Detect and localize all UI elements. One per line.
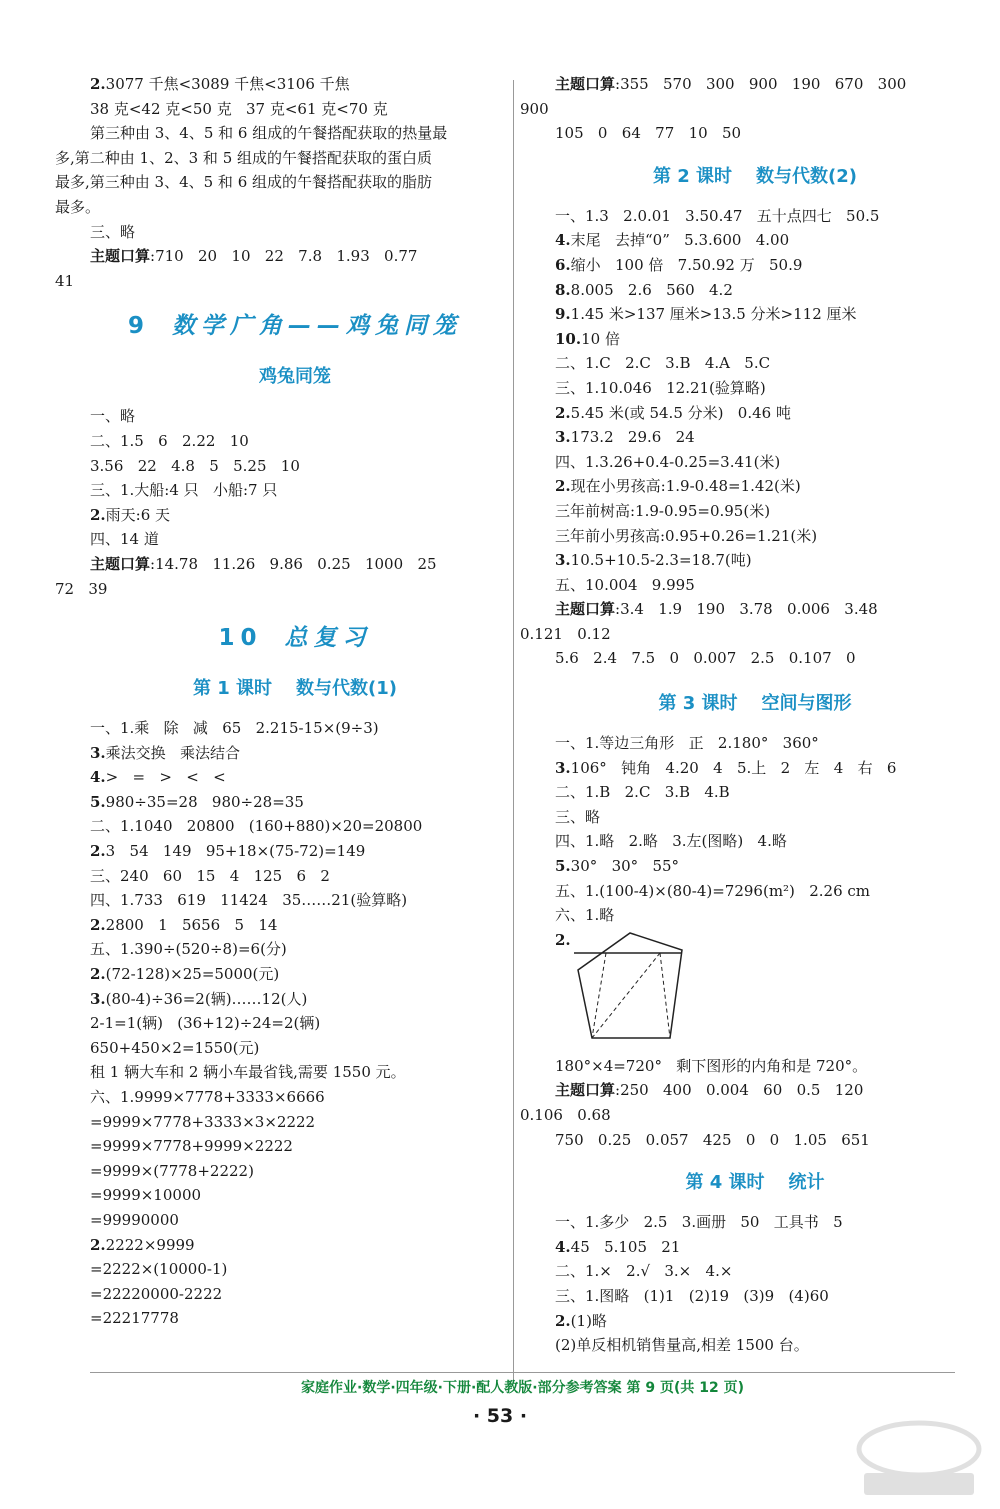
answer-text: 72 39	[55, 579, 108, 598]
lesson-title: 统计	[788, 1172, 825, 1194]
answer-text: :355 570 300 900 190 670 300	[615, 75, 907, 93]
answer-text: 四、14 道	[90, 530, 159, 549]
answer-marker: 主题口算	[90, 247, 151, 266]
answer-text: 180°×4=720° 剩下图形的内角和是 720°。	[555, 1056, 868, 1075]
answer-text: =9999×10000	[90, 1186, 202, 1205]
answer-line	[90, 888, 500, 913]
answer-text: =2222×(10000-1)	[90, 1260, 228, 1279]
answer-text: 六、1.略	[555, 906, 615, 925]
answer-marker: 主题口算	[555, 600, 616, 619]
lesson-2-answers	[520, 204, 955, 671]
right-column	[520, 72, 955, 1358]
answer-text: =9999×7778+9999×2222	[90, 1137, 293, 1156]
answer-text: 173.2 29.6 24	[570, 428, 695, 447]
answer-line	[90, 1233, 500, 1258]
column-divider	[513, 80, 514, 1380]
answer-text: 5.45 米(或 54.5 分米) 0.46 吨	[570, 403, 791, 422]
answer-line	[90, 454, 500, 479]
answer-line	[90, 503, 500, 528]
answer-text: 650+450×2=1550(元)	[90, 1038, 260, 1057]
answer-line	[555, 1259, 955, 1284]
answer-line	[90, 429, 500, 454]
answer-line	[90, 72, 500, 97]
section-heading-lesson-3	[555, 689, 955, 715]
lesson-title: 空间与图形	[761, 693, 852, 715]
answer-line	[90, 814, 500, 839]
answer-line	[555, 302, 955, 327]
answer-line	[555, 646, 955, 671]
footer-bar: 家庭作业·数学·四年级·下册·配人教版·部分参考答案 第 9 页(共 12 页)	[90, 1372, 955, 1403]
answer-marker: 3.	[555, 551, 571, 570]
answer-line	[555, 805, 955, 830]
chapter-9-heading	[90, 307, 500, 340]
answer-text: 10.5+10.5-2.3=18.7(吨)	[570, 551, 752, 570]
answer-line	[555, 327, 955, 352]
answer-marker: 8.	[555, 280, 571, 299]
answer-line	[555, 903, 955, 928]
chapter-number: 10	[218, 625, 263, 652]
answer-line	[555, 1054, 955, 1079]
answer-line	[90, 1183, 500, 1208]
answer-line	[90, 552, 500, 577]
lesson-3-answers-b	[520, 1054, 955, 1152]
answer-marker: 9.	[555, 305, 571, 324]
answer-text: 0.121 0.12	[520, 624, 611, 643]
lesson-1-answers	[90, 716, 500, 1331]
answer-text: 三、1.图略 (1)1 (2)19 (3)9 (4)60	[555, 1286, 829, 1305]
answer-text: 1.45 米>137 厘米>13.5 分米>112 厘米	[570, 305, 857, 324]
answer-text: :3.4 1.9 190 3.78 0.006 3.48	[615, 600, 878, 619]
answer-text: 二、1.1040 20800 (160+880)×20=20800	[90, 817, 423, 836]
answer-text: 缩小 100 倍 7.50.92 万 50.9	[570, 255, 803, 274]
answer-text: =22217778	[90, 1309, 179, 1328]
answer-line	[555, 351, 955, 376]
answer-marker: 6.	[555, 255, 571, 274]
lesson-title: 数与代数(2)	[756, 165, 858, 187]
chapter-9-answers	[55, 404, 500, 601]
answer-text: 三、240 60 15 4 125 6 2	[90, 866, 330, 885]
answer-marker: 2.	[555, 477, 571, 496]
answer-line	[90, 913, 500, 938]
answer-text: > = > < <	[105, 768, 226, 787]
answer-text: =9999×7778+3333×3×2222	[90, 1112, 316, 1131]
answer-line	[90, 1257, 500, 1282]
answer-text: :14.78 11.26 9.86 0.25 1000 25	[150, 554, 437, 573]
answer-text: 2222×9999	[105, 1235, 195, 1254]
answer-text: 五、10.004 9.995	[555, 575, 695, 594]
answer-line	[55, 577, 500, 602]
answer-line	[90, 1011, 500, 1036]
answer-line	[90, 1085, 500, 1110]
lesson-4-answers	[555, 1210, 955, 1358]
answer-line	[555, 278, 955, 303]
lesson-number: 第 4 课时	[685, 1172, 765, 1194]
answer-text: 五、1.(100-4)×(80-4)=7296(m²) 2.26 cm	[555, 881, 871, 900]
answer-text: 750 0.25 0.057 425 0 0 1.05 651	[555, 1130, 870, 1149]
answer-text: 3.56 22 4.8 5 5.25 10	[90, 456, 300, 475]
answer-line	[555, 72, 955, 97]
answer-text: 二、1.5 6 2.22 10	[90, 431, 249, 450]
answer-marker: 2.	[555, 403, 571, 422]
answer-marker: 3.	[555, 758, 571, 777]
answer-text: 2800 1 5656 5 14	[105, 915, 278, 934]
answer-line	[90, 765, 500, 790]
answer-line	[520, 97, 955, 122]
watermark-logo	[844, 1415, 994, 1501]
answer-line	[90, 1134, 500, 1159]
answer-text: 四、1.略 2.略 3.左(图略) 4.略	[555, 832, 787, 851]
answer-text: 乘法交换 乘法结合	[105, 743, 240, 762]
answer-text: =9999×(7778+2222)	[90, 1161, 254, 1180]
answer-line	[520, 1103, 955, 1128]
answer-line	[555, 879, 955, 904]
left-column	[55, 72, 500, 1331]
answer-marker: 2.	[90, 965, 106, 984]
answer-text: 8.005 2.6 560 4.2	[570, 280, 733, 299]
answer-text: 0.106 0.68	[520, 1106, 611, 1124]
answer-text: 二、1.C 2.C 3.B 4.A 5.C	[555, 354, 771, 373]
answer-text: 一、略	[90, 407, 136, 426]
answer-line	[555, 450, 955, 475]
answer-marker: 4.	[90, 768, 106, 787]
answer-marker: 10.	[555, 329, 582, 348]
right-top-answers	[520, 72, 955, 146]
chapter-title: 数学广角——鸡兔同笼	[172, 313, 462, 340]
answer-marker: 5.	[90, 792, 106, 811]
answer-text: 最多。	[55, 197, 101, 216]
answer-line	[90, 937, 500, 962]
answer-text: 现在小男孩高:1.9-0.48=1.42(米)	[570, 477, 801, 496]
section-heading-lesson-2	[555, 162, 955, 188]
answer-text: (72-128)×25=5000(元)	[105, 965, 280, 984]
answer-text: 三年前树高:1.9-0.95=0.95(米)	[555, 501, 771, 520]
answer-text: 五、1.390÷(520÷8)=6(分)	[90, 940, 287, 959]
answer-text: 二、1.× 2.√ 3.× 4.×	[555, 1262, 733, 1281]
answer-text: 10 倍	[581, 329, 620, 348]
answer-line	[555, 474, 955, 499]
answer-line	[90, 220, 500, 245]
left-top-answers	[55, 72, 500, 293]
pentagon-figure-block	[555, 928, 955, 1054]
answer-text: 3 54 149 95+18×(75-72)=149	[105, 842, 366, 861]
answer-line	[555, 499, 955, 524]
answer-line	[555, 1235, 955, 1260]
answer-text: 最多,第三种由 3、4、5 和 6 组成的午餐搭配获取的脂肪	[55, 173, 433, 192]
answer-marker: 2.	[90, 505, 106, 524]
answer-line	[555, 1210, 955, 1235]
answer-line	[520, 622, 955, 647]
answer-text: 45 5.105 21	[570, 1237, 681, 1256]
answer-text: 41	[55, 271, 75, 290]
answer-line	[555, 854, 955, 879]
answer-text: 2-1=1(辆) (36+12)÷24=2(辆)	[90, 1014, 321, 1033]
answer-text: 900	[520, 99, 549, 118]
answer-line	[90, 1208, 500, 1233]
answer-line	[555, 780, 955, 805]
answer-line	[555, 524, 955, 549]
chapter-number: 9	[127, 313, 150, 340]
answer-text: 105 0 64 77 10 50	[555, 124, 742, 143]
answer-text: 末尾 去掉“0” 5.3.600 4.00	[570, 231, 790, 250]
answer-text: 980÷35=28 980÷28=35	[105, 792, 304, 811]
answer-line	[555, 1309, 955, 1334]
answer-line	[55, 195, 500, 220]
answer-text: 一、1.乘 除 减 65 2.215-15×(9÷3)	[90, 719, 379, 738]
answer-marker: 2.	[555, 1311, 571, 1330]
section-heading-lesson-4	[555, 1168, 955, 1194]
section-heading-lesson-1	[90, 674, 500, 700]
answer-text: =22220000-2222	[90, 1284, 223, 1303]
answer-text: 5.6 2.4 7.5 0 0.007 2.5 0.107 0	[555, 649, 856, 668]
answer-text: (80-4)÷36=2(辆)……12(人)	[105, 989, 308, 1008]
answer-marker: 3.	[90, 743, 106, 762]
answer-line	[90, 987, 500, 1012]
page-number: · 53 ·	[472, 1405, 528, 1427]
lesson-3-answers-a	[555, 731, 955, 928]
chapter-10-heading	[90, 619, 500, 652]
lesson-number: 第 3 课时	[658, 693, 738, 715]
answer-text: :250 400 0.004 60 0.5 120	[615, 1081, 864, 1100]
answer-text: 第三种由 3、4、5 和 6 组成的午餐搭配获取的热量最	[90, 124, 448, 143]
answer-line	[555, 829, 955, 854]
answer-text: :710 20 10 22 7.8 1.93 0.77	[150, 247, 418, 266]
answer-line	[55, 170, 500, 195]
answer-text: 38 克<42 克<50 克 37 克<61 克<70 克	[90, 99, 388, 118]
answer-line	[90, 1159, 500, 1184]
answer-line	[90, 1036, 500, 1061]
answer-text: 三、1.大船:4 只 小船:7 只	[90, 481, 278, 500]
section-title: 鸡兔同笼	[259, 366, 331, 388]
answer-marker: 2.	[90, 842, 106, 861]
answer-line	[90, 97, 500, 122]
answer-marker: 主题口算	[90, 554, 151, 573]
answer-text: 一、1.等边三角形 正 2.180° 360°	[555, 734, 819, 753]
answer-line	[555, 597, 955, 622]
section-heading-chicken-rabbit	[90, 362, 500, 388]
answer-marker: 4.	[555, 1237, 571, 1256]
answer-marker: 2.	[90, 915, 106, 934]
answer-line	[90, 716, 500, 741]
answer-marker: 5.	[555, 857, 571, 876]
answer-text: 一、1.多少 2.5 3.画册 50 工具书 5	[555, 1213, 843, 1232]
answer-marker: 主题口算	[555, 1081, 616, 1100]
answer-line	[90, 527, 500, 552]
lesson-title: 数与代数(1)	[296, 678, 398, 700]
answer-line	[555, 1333, 955, 1358]
pentagon-figure	[570, 928, 700, 1050]
answer-text: =99990000	[90, 1210, 179, 1229]
answer-line	[555, 425, 955, 450]
answer-text: 一、1.3 2.0.01 3.50.47 五十点四七 50.5	[555, 206, 880, 225]
answer-text: 三、略	[555, 807, 601, 826]
answer-line	[90, 741, 500, 766]
answer-line	[555, 204, 955, 229]
answer-text: (1)略	[570, 1311, 607, 1330]
answer-marker: 4.	[555, 231, 571, 250]
answer-line	[90, 1282, 500, 1307]
answer-line	[555, 1284, 955, 1309]
answer-line	[555, 376, 955, 401]
answer-marker: 2.	[90, 1235, 106, 1254]
answer-line	[90, 404, 500, 429]
answer-text: 四、1.733 619 11424 35……21(验算略)	[90, 891, 408, 910]
answer-text: 3077 千焦<3089 千焦<3106 千焦	[105, 75, 350, 93]
answer-line	[90, 790, 500, 815]
answer-line	[555, 253, 955, 278]
answer-text: 四、1.3.26+0.4-0.25=3.41(米)	[555, 452, 781, 471]
answer-text: 雨天:6 天	[105, 505, 171, 524]
answer-line	[90, 839, 500, 864]
answer-line	[555, 573, 955, 598]
chapter-title: 总复习	[284, 625, 372, 652]
answer-line	[90, 121, 500, 146]
answer-text: 30° 30° 55°	[570, 857, 680, 876]
answer-line	[90, 962, 500, 987]
answer-line	[555, 548, 955, 573]
answer-text: (2)单反相机销售量高,相差 1500 台。	[555, 1336, 809, 1355]
answer-line	[555, 228, 955, 253]
answer-line	[555, 731, 955, 756]
answer-line	[90, 1060, 500, 1085]
lesson-number: 第 1 课时	[192, 678, 273, 700]
answer-text: 三年前小男孩高:0.95+0.26=1.21(米)	[555, 526, 818, 545]
answer-marker: 2.	[90, 75, 106, 93]
answer-marker: 主题口算	[555, 75, 616, 93]
answer-marker: 3.	[90, 989, 106, 1008]
answer-text: 三、1.10.046 12.21(验算略)	[555, 378, 766, 397]
answer-text: 多,第二种由 1、2、3 和 5 组成的午餐搭配获取的蛋白质	[55, 148, 433, 167]
answer-line	[90, 478, 500, 503]
answer-line	[555, 1128, 955, 1153]
figure-label: 2.	[555, 930, 571, 949]
answer-text: 三、略	[90, 222, 136, 241]
answer-text: 六、1.9999×7778+3333×6666	[90, 1088, 325, 1106]
answer-line	[90, 1110, 500, 1135]
answer-text: 二、1.B 2.C 3.B 4.B	[555, 783, 730, 802]
answer-line	[555, 401, 955, 426]
answer-text: 106° 钝角 4.20 4 5.上 2 左 4 右 6	[570, 758, 897, 777]
answer-line	[90, 1306, 500, 1331]
answer-line	[555, 121, 955, 146]
answer-marker: 3.	[555, 428, 571, 447]
answer-line	[55, 146, 500, 171]
answer-line	[90, 864, 500, 889]
lesson-number: 第 2 课时	[652, 165, 733, 187]
answer-line	[555, 756, 955, 781]
answer-text: 租 1 辆大车和 2 辆小车最省钱,需要 1550 元。	[90, 1063, 406, 1082]
answer-line	[90, 244, 500, 269]
answer-line	[555, 1078, 955, 1103]
answer-line	[55, 269, 500, 294]
